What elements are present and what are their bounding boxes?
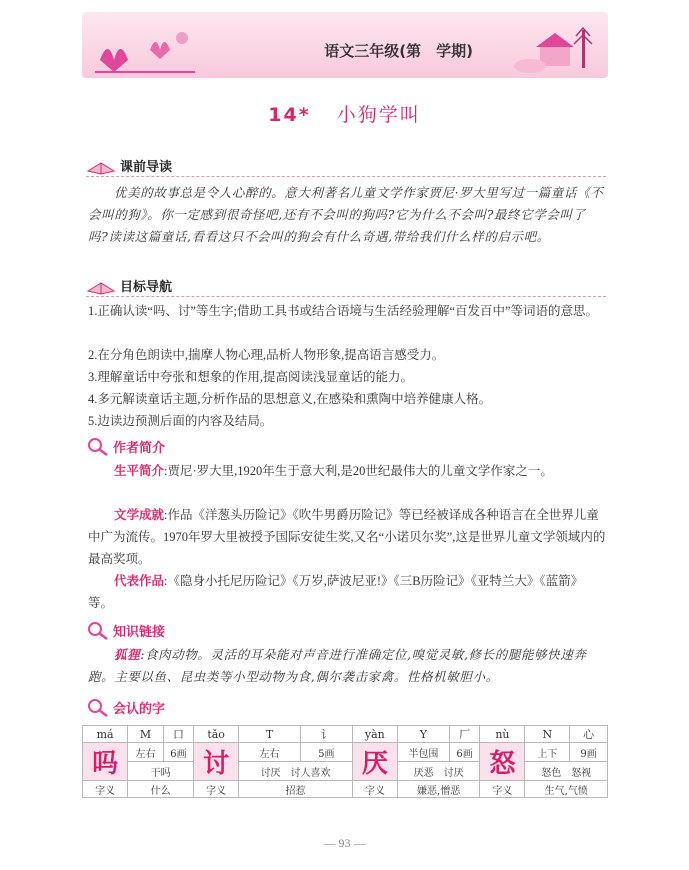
cell: 招惹 xyxy=(239,781,353,798)
cell: 厂 xyxy=(449,726,480,743)
lesson-number: 14* xyxy=(268,104,311,126)
section-preview-title: 课前导读 xyxy=(120,160,173,175)
rep-text: :《隐身小托尼历险记》《万岁,萨波尼亚!》《三B历险记》《亚特兰大》《蓝箭》等。 xyxy=(88,574,584,610)
header-title: 语文三年级(第 学期) xyxy=(324,42,473,60)
cell: T xyxy=(239,726,301,743)
cell: 讠 xyxy=(300,726,352,743)
life-label: 生平简介 xyxy=(114,463,165,478)
page-number: — 93 — xyxy=(323,836,366,850)
cell: yàn xyxy=(352,726,397,743)
cell: má xyxy=(83,726,128,743)
cell: 字义 xyxy=(352,781,397,798)
cell: 半包围 xyxy=(397,743,449,762)
section-goals-title: 目标导航 xyxy=(120,280,173,295)
cell: N xyxy=(525,726,570,743)
section-preview-heading xyxy=(86,156,172,175)
cell: 左右 xyxy=(128,743,164,762)
lesson-title xyxy=(0,100,689,127)
cell: 讨厌 讨人喜欢 xyxy=(239,762,353,781)
section-goals-heading xyxy=(86,276,172,295)
life-text: :贾尼·罗大里,1920年生于意大利,是20世纪最伟大的儿童文学作家之一。 xyxy=(164,464,553,478)
magnifier-icon xyxy=(86,436,110,456)
divider xyxy=(86,176,606,177)
char-cell: 吗 xyxy=(83,743,128,781)
preview-text: 优美的故事总是令人心醉的。意大利著名儿童文学作家贾尼·罗大里写过一篇童话《不会叫的狗》。你一定感到很奇怪吧,还有不会叫的狗吗?它为什么不会叫?最终它学会叫了吗?读读这篇童话,看看这只不会叫的狗会有什么奇遇,带给我们什么样的启示吧。 xyxy=(88,185,604,244)
lesson-name: 小狗学叫 xyxy=(336,104,421,126)
cell: 心 xyxy=(570,726,608,743)
cell: Y xyxy=(397,726,449,743)
author-works xyxy=(88,504,606,570)
cell: 嫌恶,憎恶 xyxy=(397,781,479,798)
cell: 9画 xyxy=(570,743,608,762)
cell: 6画 xyxy=(449,743,480,762)
character-table xyxy=(82,725,608,798)
cell: 什么 xyxy=(128,781,194,798)
char-cell: 厌 xyxy=(352,743,397,781)
cell: 字义 xyxy=(83,781,128,798)
cell: 左右 xyxy=(239,743,301,762)
meaning-row xyxy=(83,781,608,798)
section-chars-heading xyxy=(86,697,165,717)
heart-flowers-decoration xyxy=(90,20,200,75)
magnifier-icon xyxy=(86,620,110,640)
cell: 怒色 怒视 xyxy=(525,762,608,781)
section-author-title: 作者简介 xyxy=(113,440,166,456)
cell: 口 xyxy=(163,726,193,743)
header-banner xyxy=(82,12,608,78)
struct-row xyxy=(83,743,608,762)
cell: M xyxy=(128,726,164,743)
knowledge-fox xyxy=(88,644,606,688)
words-row xyxy=(83,762,608,781)
goal-item-4: 4.多元解读童话主题,分析作品的思想意义,在感染和熏陶中培养健康人格。 xyxy=(88,392,492,406)
works-label: 文学成就 xyxy=(114,507,165,522)
magnifier-icon xyxy=(86,697,110,717)
cell: 字义 xyxy=(194,781,239,798)
char-cell: 怒 xyxy=(480,743,525,781)
fox-label: 狐狸 xyxy=(114,647,141,662)
cell: 字义 xyxy=(480,781,525,798)
cell: 生气,气愤 xyxy=(525,781,608,798)
cell: 5画 xyxy=(300,743,352,762)
pinyin-row xyxy=(83,726,608,743)
fox-text: :食肉动物。灵活的耳朵能对声音进行准确定位,嗅觉灵敏,修长的腿能够快速奔跑。主要以鱼、昆虫类等小型动物为食,偶尔袭击家禽。性格机敏胆小。 xyxy=(88,647,587,684)
cell: 上下 xyxy=(525,743,570,762)
author-rep xyxy=(88,570,606,614)
cell: 干吗 xyxy=(128,762,194,781)
rep-label: 代表作品 xyxy=(114,573,165,588)
open-book-icon xyxy=(86,277,116,295)
cell: 厌恶 讨厌 xyxy=(397,762,479,781)
cell: 6画 xyxy=(163,743,193,762)
goal-item-3: 3.理解童话中夸张和想象的作用,提高阅读浅显童话的能力。 xyxy=(88,370,414,384)
house-tree-decoration xyxy=(510,20,600,75)
section-knowledge-heading xyxy=(86,620,165,640)
section-chars-title: 会认的字 xyxy=(113,701,166,717)
open-book-icon xyxy=(86,157,116,175)
section-author-heading xyxy=(86,436,165,456)
goal-item-5: 5.边读边预测后面的内容及结局。 xyxy=(88,414,273,428)
char-cell: 讨 xyxy=(194,743,239,781)
divider xyxy=(86,296,606,297)
goal-item-1: 1.正确认读“吗、讨”等生字;借助工具书或结合语境与生活经验理解“百发百中”等词语的意思。 xyxy=(88,304,599,318)
cell: tǎo xyxy=(194,726,239,743)
works-text: :作品《洋葱头历险记》《吹牛男爵历险记》等已经被译成各种语言在全世界儿童中广为流传。1970年罗大里被授予国际安徒生奖,又名“小诺贝尔奖”,这是世界儿童文学领域内的最高奖项。 xyxy=(88,508,606,566)
cell: nù xyxy=(480,726,525,743)
author-life xyxy=(88,460,606,482)
section-knowledge-title: 知识链接 xyxy=(113,624,166,640)
goal-item-2: 2.在分角色朗读中,揣摩人物心理,品析人物形象,提高语言感受力。 xyxy=(88,348,445,362)
